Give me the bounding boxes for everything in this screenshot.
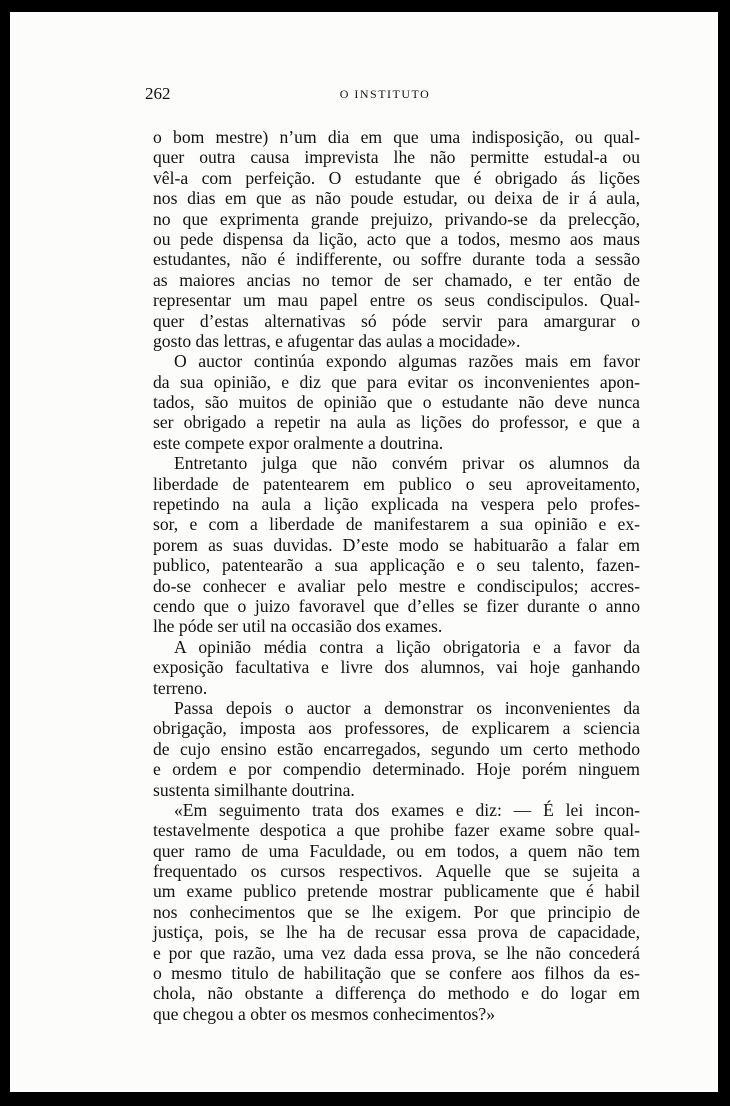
text-line: sustenta similhante doutrina. <box>153 779 355 800</box>
text-line: e por que razão, uma vez dada essa prova, se lhe não concederá <box>153 942 640 963</box>
page-header <box>145 84 625 106</box>
text-line: obrigação, imposta aos professores, de explicarem a sciencia <box>153 718 640 739</box>
text-line: publico, patentearão a sua applicação e o seu talento, fazen- <box>153 555 640 576</box>
text-line: exposição facultativa e livre dos alumnos, vai hoje ganhando <box>153 657 640 678</box>
text-line: liberdade de patentearem em publico o seu aproveitamento, <box>153 473 640 494</box>
page-number: 262 <box>145 84 171 103</box>
text-line: nos dias em que as não poude estudar, ou deixa de ir á aula, <box>153 188 640 209</box>
text-line: que chegou a obter os mesmos conhecimentos?» <box>153 1003 496 1024</box>
text-line: quer d’estas alternativas só póde servir para amargurar o <box>153 310 640 331</box>
text-line: tados, são muitos de opinião que o estudante não deve nunca <box>153 392 640 413</box>
text-line: frequentado os cursos respectivos. Aquelle que se sujeita a <box>153 861 640 882</box>
scan-border-top <box>0 0 730 12</box>
text-line: ou pede dispensa da lição, acto que a todos, mesmo aos maus <box>153 228 640 249</box>
text-line: justiça, pois, se lhe ha de recusar essa prova de capacidade, <box>153 922 640 943</box>
text-line: da sua opinião, e diz que para evitar os inconvenientes apon- <box>153 371 640 392</box>
text-line: Entretanto julga que não convém privar os alumnos da <box>174 453 640 474</box>
text-line: este compete expor oralmente a doutrina. <box>153 432 444 453</box>
text-line: terreno. <box>153 677 208 698</box>
scan-border-bottom <box>0 1092 730 1106</box>
text-line: e ordem e por compendio determinado. Hoje porém ninguem <box>153 759 640 780</box>
body-text <box>153 127 640 1024</box>
text-line: o bom mestre) n’um dia em que uma indisposição, ou qual- <box>153 127 640 147</box>
text-line: representar um mau papel entre os seus condiscipulos. Qual- <box>153 290 640 311</box>
text-line: sor, e com a liberdade de manifestarem a sua opinião e ex- <box>153 514 640 535</box>
text-line: do-se conhecer e avaliar pelo mestre e condiscipulos; accres- <box>153 575 640 596</box>
text-line: cendo que o juizo favoravel que d’elles se fizer durante o anno <box>153 595 640 616</box>
text-line: ser obrigado a repetir na aula as lições do professor, e que a <box>153 412 640 433</box>
text-line: repetindo na aula a lição explicada na vespera pelo profes- <box>153 494 640 515</box>
text-line: no que exprimenta grande prejuizo, privando-se da prelecção, <box>153 208 640 229</box>
text-line: lhe póde ser util na occasião dos exames. <box>153 616 443 637</box>
text-line: o mesmo titulo de habilitação que se confere aos filhos da es- <box>153 963 640 984</box>
scan-border-right <box>718 0 730 1106</box>
text-line: «Em seguimento trata dos exames e diz: — É lei incon- <box>174 799 640 820</box>
text-line: nos conhecimentos que se lhe exigem. Por que principio de <box>153 901 640 922</box>
text-line: O auctor continúa expondo algumas razões mais em favor <box>174 351 640 372</box>
text-line: gosto das lettras, e afugentar das aulas a mocidade». <box>153 330 521 351</box>
running-head: O INSTITUTO <box>339 87 431 101</box>
text-line: porem as suas duvidas. D’este modo se habituarão a falar em <box>153 534 640 555</box>
text-line: as maiores ancias no temor de ser chamado, e ter então de <box>153 269 640 290</box>
text-line: de cujo ensino estão encarregados, segundo um certo methodo <box>153 738 640 759</box>
scan-border-left <box>0 0 10 1106</box>
text-line: estudantes, não é indifferente, ou soffre durante toda a sessão <box>153 249 640 270</box>
text-line: A opinião média contra a lição obrigatoria e a favor da <box>174 636 640 657</box>
text-line: quer ramo de uma Faculdade, ou em todos, a quem não tem <box>153 840 640 861</box>
text-line: um exame publico pretende mostrar publicamente que é habil <box>153 881 640 902</box>
text-line: Passa depois o auctor a demonstrar os inconvenientes da <box>174 697 640 718</box>
text-line: quer outra causa imprevista lhe não permitte estudal-a ou <box>153 147 640 168</box>
text-line: testavelmente despotica a que prohibe fazer exame sobre qual- <box>153 820 640 841</box>
text-line: chola, não obstante a differença do methodo e do logar em <box>153 983 640 1004</box>
text-line: vêl-a com perfeição. O estudante que é obrigado ás lições <box>153 167 640 188</box>
